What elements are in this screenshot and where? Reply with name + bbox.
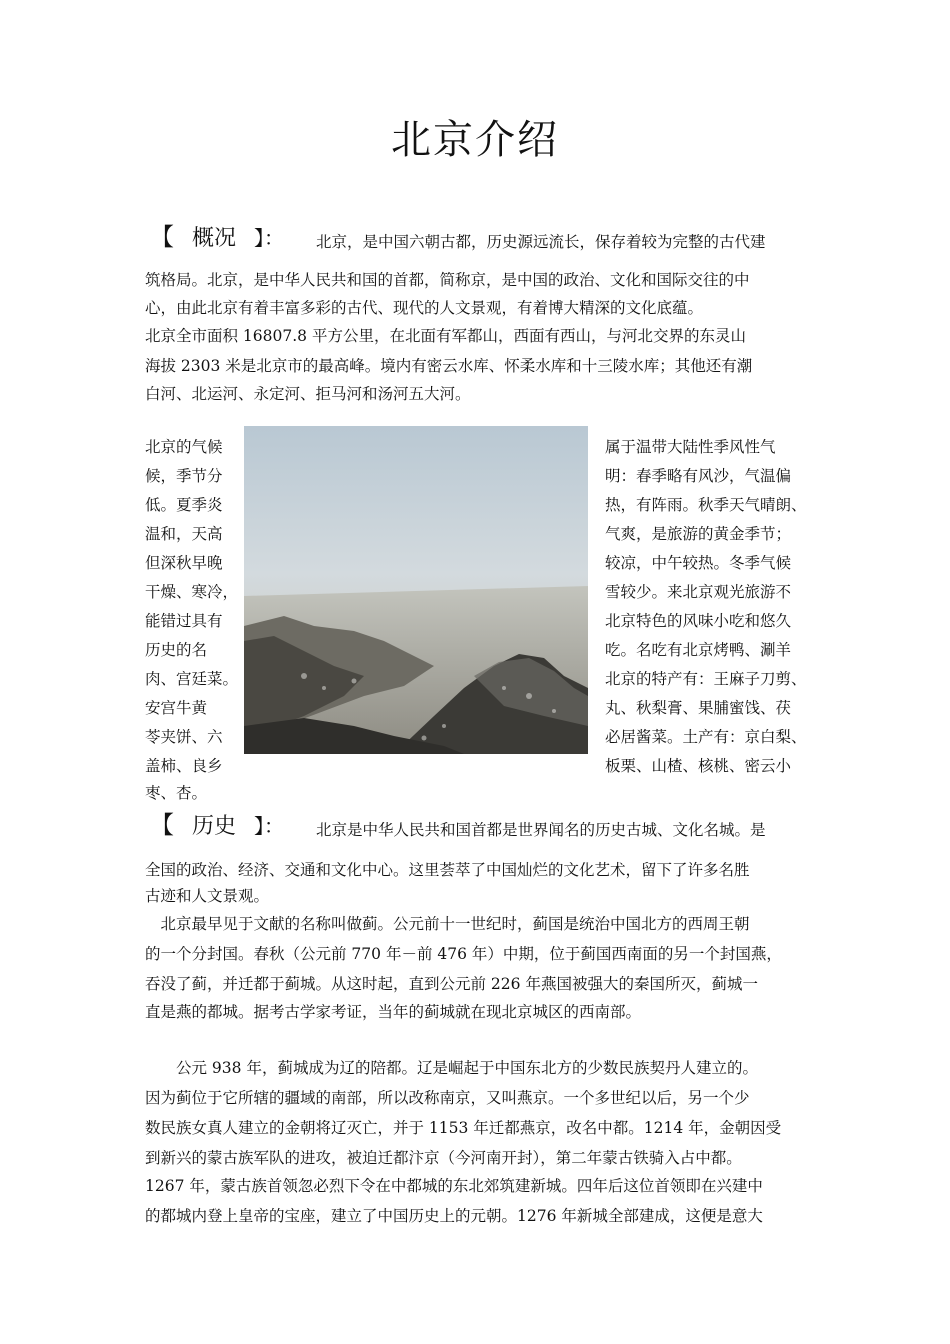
heading-bracket-open: 【 (150, 811, 174, 839)
climate-left-line: 低。夏季炎 (145, 496, 223, 514)
section-heading-overview (150, 217, 284, 252)
history-line: 数民族女真人建立的金朝将辽灭亡，并于 1153 年迁都燕京，改名中都。1214 年，金朝因受 (145, 1119, 782, 1137)
climate-left-line: 温和，天高 (145, 525, 223, 543)
climate-right-line: 北京特色的风味小吃和悠久 (605, 612, 792, 630)
climate-right-line: 属于温带大陆性季风性气 (605, 438, 776, 456)
overview-line: 心，由此北京有着丰富多彩的古代、现代的人文景观，有着博大精深的文化底蕴。 (145, 299, 704, 317)
heading-text: 历史 (191, 814, 236, 839)
climate-right-line: 必居酱菜。土产有：京白梨、 (605, 728, 807, 746)
climate-right-line: 较凉，中午较热。冬季气候 (605, 554, 792, 572)
history-line: 到新兴的蒙古族军队的进攻，被迫迁都汴京（今河南开封），第二年蒙古铁骑入占中都。 (145, 1149, 742, 1167)
overview-lead: 北京，是中国六朝古都，历史源远流长，保存着较为完整的古代建 (316, 233, 766, 251)
climate-left-line: 干燥、寒冷， (145, 583, 239, 601)
history-line: 的都城内登上皇帝的宝座，建立了中国历史上的元朝。1276 年新城全部建成，这便是意大 (145, 1207, 763, 1225)
page-title: 北京介绍 (391, 117, 559, 163)
overview-line: 筑格局。北京，是中华人民共和国的首都，简称京，是中国的政治、文化和国际交往的中 (145, 271, 750, 289)
history-line: 北京最早见于文献的名称叫做蓟。公元前十一世纪时，蓟国是统治中国北方的西周王朝 (145, 915, 750, 933)
history-line: 1267 年，蒙古族首领忽必烈下令在中都城的东北郊筑建新城。四年后这位首领即在兴建中 (145, 1177, 763, 1195)
history-line: 公元 938 年，蓟城成为辽的陪都。辽是崛起于中国东北方的少数民族契丹人建立的。 (145, 1059, 758, 1077)
climate-right-line: 明：春季略有风沙，气温偏 (605, 467, 792, 485)
history-lead: 北京是中华人民共和国首都是世界闻名的历史古城、文化名城。是 (316, 821, 766, 839)
climate-left-line: 盖柿、良乡 (145, 757, 223, 775)
history-line: 因为蓟位于它所辖的疆域的南部，所以改称南京，又叫燕京。一个多世纪以后，另一个少 (145, 1089, 750, 1107)
heading-text: 概况 (191, 226, 236, 251)
climate-left-line: 能错过具有 (145, 612, 223, 630)
climate-left-line: 枣、杏。 (145, 784, 208, 802)
history-line: 吞没了蓟，并迁都于蓟城。从这时起，直到公元前 226 年燕国被强大的秦国所灭，蓟城一 (145, 975, 758, 993)
heading-bracket-close: 】： (254, 226, 284, 250)
history-line: 直是燕的都城。据考古学家考证，当年的蓟城就在现北京城区的西南部。 (145, 1003, 642, 1021)
landscape-image (244, 426, 588, 754)
climate-left-line: 历史的名 (145, 641, 208, 659)
heading-bracket-open: 【 (150, 223, 174, 251)
beijing-landscape-photo (244, 426, 588, 754)
climate-left-line: 苓夹饼、六 (145, 728, 223, 746)
climate-right-line: 板栗、山楂、核桃、密云小 (605, 757, 792, 775)
climate-left-line: 肉、宫廷菜。 (145, 670, 239, 688)
climate-right-line: 丸、秋梨膏、果脯蜜饯、茯 (605, 699, 792, 717)
climate-left-line: 候，季节分 (145, 467, 223, 485)
climate-right-line: 热，有阵雨。秋季天气晴朗、 (605, 496, 807, 514)
section-heading-history (150, 805, 284, 840)
climate-left-line: 但深秋早晚 (145, 554, 223, 572)
overview-line: 白河、北运河、永定河、拒马河和汤河五大河。 (145, 385, 471, 403)
climate-right-line: 吃。名吃有北京烤鸭、涮羊 (605, 641, 792, 659)
history-line: 古迹和人文景观。 (145, 887, 270, 905)
heading-bracket-close: 】： (254, 814, 284, 838)
climate-right-line: 北京的特产有：王麻子刀剪、 (605, 670, 807, 688)
climate-right-line: 雪较少。来北京观光旅游不 (605, 583, 792, 601)
history-line: 的一个分封国。春秋（公元前 770 年－前 476 年）中期，位于蓟国西南面的另一个封国燕， (145, 945, 782, 963)
overview-line: 海拔 2303 米是北京市的最高峰。境内有密云水库、怀柔水库和十三陵水库；其他还有潮 (145, 357, 753, 375)
climate-left-line: 安宫牛黄 (145, 699, 208, 717)
overview-line: 北京全市面积 16807.8 平方公里，在北面有军都山，西面有西山，与河北交界的东灵山 (145, 327, 746, 345)
climate-left-line: 北京的气候 (145, 438, 223, 456)
climate-right-line: 气爽，是旅游的黄金季节； (605, 525, 792, 543)
history-line: 全国的政治、经济、交通和文化中心。这里荟萃了中国灿烂的文化艺术，留下了许多名胜 (145, 861, 750, 879)
